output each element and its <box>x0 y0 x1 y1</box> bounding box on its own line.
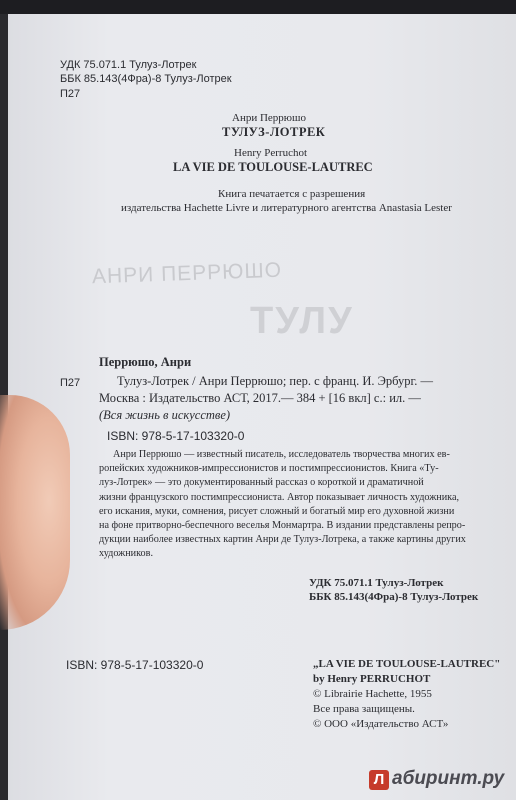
header-udk: УДК 75.071.1 Тулуз-Лотрек <box>60 59 197 71</box>
all-rights-reserved: Все права защищены. <box>313 703 415 715</box>
permission-line-1: Книга печатается с разрешения <box>218 188 366 200</box>
labirint-watermark: абиринт.ру <box>392 768 505 789</box>
catalog-code: П27 <box>60 377 81 389</box>
catalog-heading: Перрюшо, Анри <box>99 355 192 369</box>
annotation-line: дукции наиболее известных картин Анри де Тулуз-Лотрека, а также картины других <box>99 534 466 546</box>
footer-isbn: ISBN: 978-5-17-103320-0 <box>66 658 204 672</box>
title-ru: ТУЛУЗ-ЛОТРЕК <box>222 125 326 139</box>
catalog-line-1: Тулуз-Лотрек / Анри Перрюшо; пер. с франц. И. Эрбург. — <box>117 374 433 388</box>
labirint-logo-icon: Л <box>369 770 389 790</box>
catalog-isbn: ISBN: 978-5-17-103320-0 <box>107 429 245 443</box>
header-code: П27 <box>60 88 81 100</box>
annotation-line: луз-Лотрек» — это документированный рассказ о короткой и драматичной <box>99 477 424 489</box>
annotation-line: художников. <box>99 548 154 560</box>
header-bbk: ББК 85.143(4Фра)-8 Тулуз-Лотрек <box>60 73 232 85</box>
permission-line-2: издательства Hachette Livre и литературного агентства Anastasia Lester <box>121 202 452 214</box>
annotation-line: на фоне притворно-беспечного веселья Монмартра. В издании представлены репро- <box>99 520 466 532</box>
top-edge <box>0 0 516 14</box>
annotation-line: его искания, муки, сомнения, рисует сложный и богатый мир его духовной жизни <box>99 505 455 517</box>
annotation-line: ропейских художников-импрессионистов и постимпрессионистов. Книга «Ту- <box>99 463 439 475</box>
catalog-line-2: Москва : Издательство АСТ, 2017.— 384 + [16 вкл] с.: ил. — <box>99 391 421 405</box>
annotation <box>99 448 466 562</box>
author-ru: Анри Перрюшо <box>232 112 306 124</box>
title-fr: LA VIE DE TOULOUSE-LAUTREC <box>173 160 373 174</box>
annotation-line: Анри Перрюшо — известный писатель, исследователь творчества многих ев- <box>113 449 450 460</box>
show-through-text-1: АНРИ ПЕРРЮШО <box>91 258 283 289</box>
classification-bbk: ББК 85.143(4Фра)-8 Тулуз-Лотрек <box>309 591 479 603</box>
author-fr: Henry Perruchot <box>234 147 308 159</box>
copyright-hachette: © Librairie Hachette, 1955 <box>313 688 432 700</box>
show-through-text-2: ТУЛУ <box>250 300 354 342</box>
finger-holding-page <box>0 395 70 630</box>
classification-udk: УДК 75.071.1 Тулуз-Лотрек <box>309 577 444 589</box>
copyright-ast: © ООО «Издательство АСТ» <box>313 718 449 730</box>
catalog-series: (Вся жизнь в искусстве) <box>99 408 231 422</box>
annotation-line: жизни французского постимпрессиониста. Автор показывает личность художника, <box>99 491 460 503</box>
original-author: by Henry PERRUCHOT <box>313 673 431 685</box>
original-title: „LA VIE DE TOULOUSE-LAUTREC" <box>313 658 501 670</box>
